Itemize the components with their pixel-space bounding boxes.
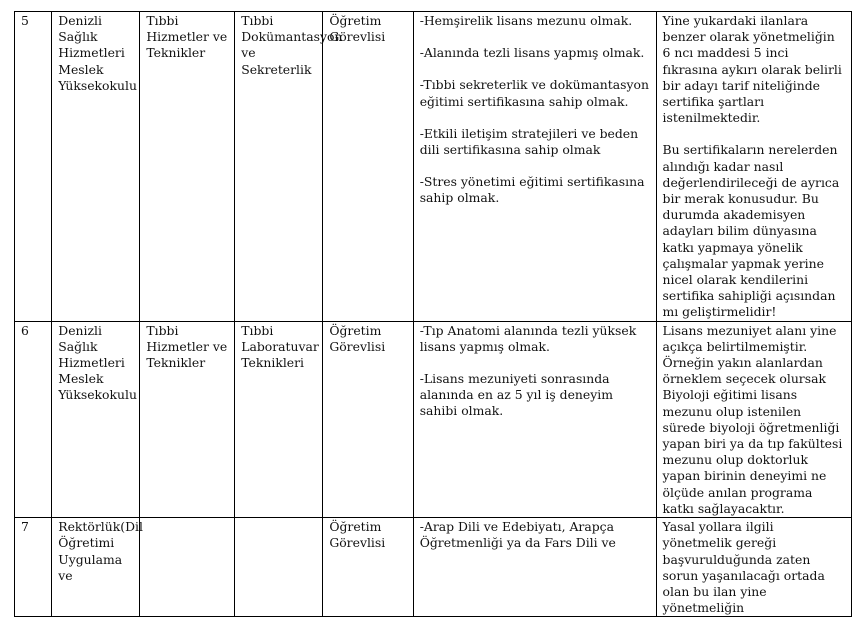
department-cell: Tıbbi Hizmetler ve Teknikler: [140, 321, 235, 517]
requirements-cell: [413, 518, 656, 617]
requirement-item: -Tıbbi sekreterlik ve dokümantasyon eğitimi sertifikasına sahip olmak.: [419, 77, 649, 109]
requirement-item: -Stres yönetimi eğitimi sertifikasına sahip olmak.: [419, 174, 645, 206]
row-number: 7: [15, 518, 52, 617]
notes-cell: [656, 321, 851, 517]
title-cell: Öğretim Görevlisi: [323, 518, 413, 617]
row-number: 6: [15, 321, 52, 517]
title-cell: Öğretim Görevlisi: [323, 321, 413, 517]
positions-table: [14, 11, 852, 617]
unit-cell: Denizli Sağlık Hizmetleri Meslek Yüksekokulu: [52, 321, 140, 517]
requirements-cell: [413, 12, 656, 322]
program-cell: Tıbbi Laboratuvar Teknikleri: [235, 321, 323, 517]
notes-cell: [656, 12, 851, 322]
requirement-item: -Tıp Anatomi alanında tezli yüksek lisans yapmış olmak.: [419, 322, 637, 354]
department-cell: Tıbbi Hizmetler ve Teknikler: [140, 12, 235, 322]
department-cell: [140, 518, 235, 617]
title-cell: Öğretim Görevlisi: [323, 12, 413, 322]
requirement-item: -Alanında tezli lisans yapmış olmak.: [419, 45, 645, 61]
requirement-item: -Arap Dili ve Edebiyatı, Arapça Öğretmenliği ya da Fars Dili ve: [419, 519, 616, 551]
requirement-item: -Etkili iletişim stratejileri ve beden dili sertifikasına sahip olmak: [419, 125, 639, 158]
note-paragraph: Lisans mezuniyet alanı yine açıkça belirtilmemiştir. Örneğin yakın alanlardan örneklem seçecek olursak Biyoloji eğitimi lisans mezunu olup istenilen sürede biyoloji öğretmenliği yapan biri ya da tıp fakültesi mezunu olup doktorluk yapan birinin deneyimi ne ölçüde anılan programa katkı sağlayacaktır.: [662, 322, 843, 516]
table-row: [15, 321, 852, 517]
unit-cell: Denizli Sağlık Hizmetleri Meslek Yüksekokulu: [52, 12, 140, 322]
requirement-item: -Hemşirelik lisans mezunu olmak.: [419, 13, 633, 28]
row-number: 5: [15, 12, 52, 322]
notes-cell: [656, 518, 851, 617]
note-paragraph: Yasal yollara ilgili yönetmelik gereği başvurulduğunda zaten sorun yaşanılacağı ortada olan bu ilan yine yönetmeliğin: [662, 519, 825, 616]
program-cell: [235, 518, 323, 617]
requirements-cell: [413, 321, 656, 517]
table-row: [15, 518, 852, 617]
requirement-item: -Lisans mezuniyeti sonrasında alanında en az 5 yıl iş deneyim sahibi olmak.: [419, 371, 613, 419]
note-paragraph: Bu sertifikaların nerelerden alındığı kadar nasıl değerlendirileceği de ayrıca bir merak konusudur. Bu durumda akademisyen adayları bilim dünyasına katkı yapmaya yönelik çalışmalar yapmak yerine nicel olarak kendilerini sertifika sahipliği açısından mı geliştirmelidir!: [662, 142, 840, 320]
note-paragraph: Yine yukardaki ilanlara benzer olarak yönetmeliğin 6 ncı maddesi 5 inci fıkrasına aykırı olarak belirli bir adayı tarif niteliğinde sertifika şartları istenilmektedir.: [662, 13, 842, 126]
unit-cell: Rektörlük(Dil Öğretimi Uygulama ve: [52, 518, 140, 617]
program-cell: Tıbbi Dokümantasyon ve Sekreterlik: [235, 12, 323, 322]
table-row: [15, 12, 852, 322]
